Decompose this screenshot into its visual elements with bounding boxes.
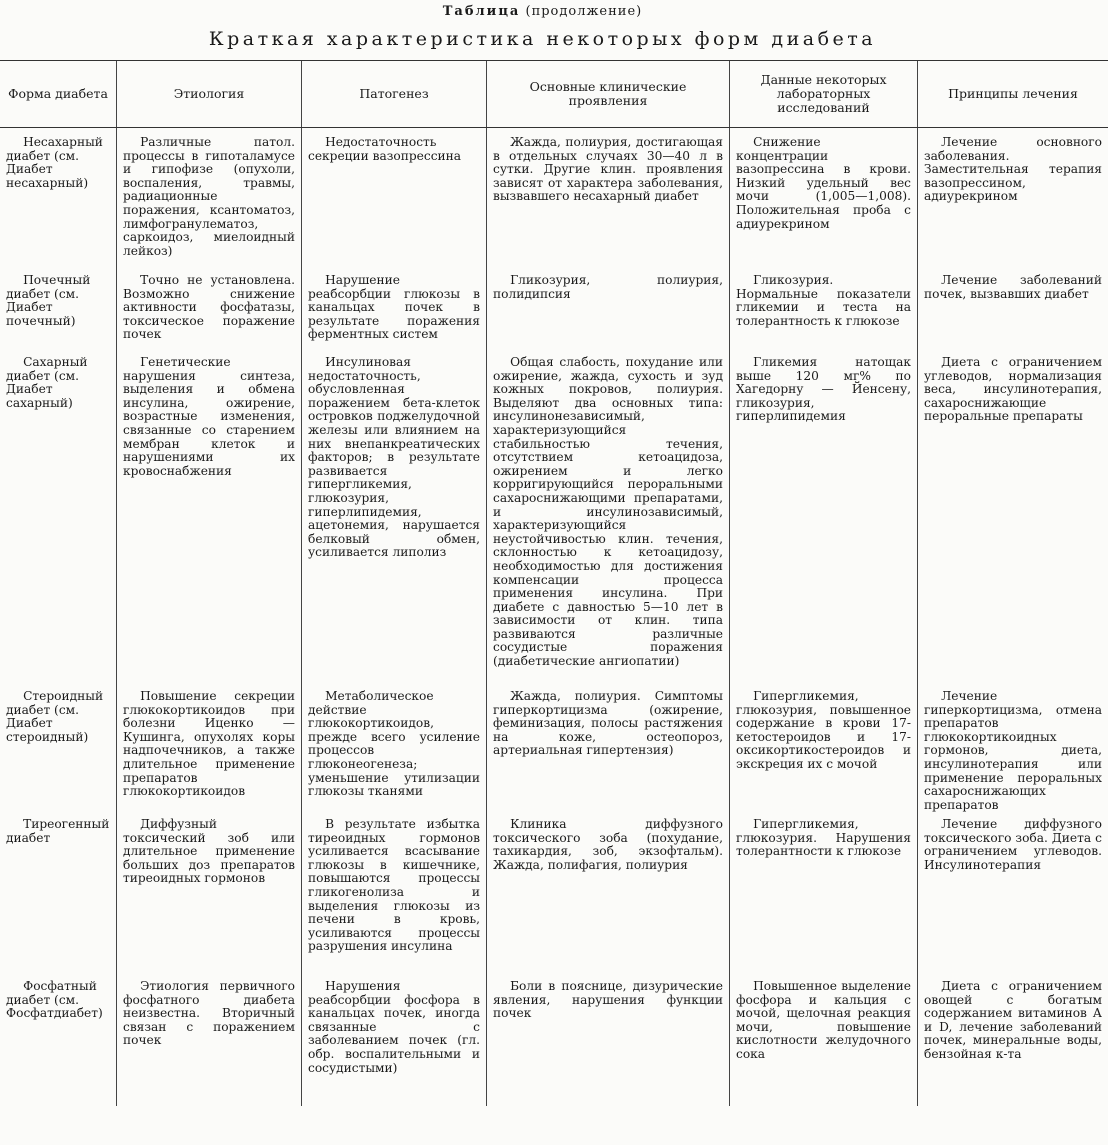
treatment-text: Лечение основного заболевания. Заместительная терапия вазопрессином, адиурекрином — [924, 135, 1102, 204]
treatment-cell — [918, 354, 1108, 688]
table-row — [0, 688, 1108, 816]
form-text: Несахарный диабет (см. Диабет несахарный) — [6, 135, 103, 190]
pathogenesis-text: Недостаточность секреции вазопрессина — [308, 135, 462, 163]
form-cell — [0, 128, 117, 273]
table-row — [0, 816, 1108, 978]
etiology-text: Этиология первичного фосфатного диабета неизвестна. Вторичный связан с поражением почек — [123, 979, 295, 1048]
lab-cell — [730, 272, 918, 354]
pathogenesis-text: Нарушения реабсорбции фосфора в канальцах почек, иногда связанные с заболеванием почек (гл. обр. воспалительными и сосудистыми) — [308, 979, 480, 1075]
lab-text: Гипергликемия, глюкозурия, повышенное содержание в крови 17-кетостероидов и 17-оксикортикостероидов и экскреция их с мочой — [736, 689, 911, 771]
clinical-text: Гликозурия, полиурия, полидипсия — [493, 273, 723, 301]
clinical-cell — [487, 688, 730, 816]
col-header-treatment: Принципы лечения — [918, 61, 1108, 128]
form-cell — [0, 688, 117, 816]
lab-cell — [730, 978, 918, 1106]
lab-cell — [730, 816, 918, 978]
header-row — [0, 61, 1108, 128]
continuation-note: (продолжение) — [525, 4, 643, 19]
lab-cell — [730, 128, 918, 273]
diabetes-forms-table — [0, 60, 1108, 1106]
form-text: Тиреогенный диабет — [6, 817, 110, 845]
etiology-text: Генетические нарушения синтеза, выделения и обмена инсулина, ожирение, возрастные изменения, связанные со старением мембран клеток и нарушениями их кровоснабжения — [123, 355, 295, 478]
clinical-cell — [487, 816, 730, 978]
treatment-text: Лечение заболеваний почек, вызвавших диабет — [924, 273, 1102, 301]
form-text: Сахарный диабет (см. Диабет сахарный) — [6, 355, 88, 410]
form-cell — [0, 354, 117, 688]
pathogenesis-cell — [302, 816, 487, 978]
etiology-cell — [117, 688, 302, 816]
col-header-form: Форма диабета — [0, 61, 117, 128]
form-cell — [0, 978, 117, 1106]
treatment-text: Лечение гиперкортицизма, отмена препаратов глюкокортикоидных гормонов, диета, инсулинотерапия или применение пероральных сахароснижающих препаратов — [924, 689, 1102, 812]
clinical-text: Жажда, полиурия. Симптомы гиперкортицизма (ожирение, феминизация, полосы растяжения на коже, остеопороз, артериальная гипертензия) — [493, 689, 723, 758]
clinical-cell — [487, 128, 730, 273]
treatment-text: Лечение диффузного токсического зоба. Диета с ограничением углеводов. Инсулинотерапия — [924, 817, 1102, 872]
clinical-text: Боли в пояснице, дизурические явления, нарушения функции почек — [493, 979, 723, 1021]
lab-cell — [730, 354, 918, 688]
treatment-cell — [918, 688, 1108, 816]
pathogenesis-cell — [302, 978, 487, 1106]
col-header-lab: Данные некоторых лабораторных исследований — [730, 61, 918, 128]
etiology-cell — [117, 816, 302, 978]
pathogenesis-cell — [302, 688, 487, 816]
form-cell — [0, 272, 117, 354]
table-row — [0, 354, 1108, 688]
clinical-text: Общая слабость, похудание или ожирение, жажда, сухость и зуд кожных покровов, полиурия. Выделяют два основных типа: инсулинонезависимый, характеризующийся стабильностью течения, отсутствием кетоацидоза, ожирением и легко корригирующийся пероральными сахароснижающими препаратами, и инсулинозависимый, характеризующийся неустойчивостью клин. течения, склонностью к кетоацидозу, необходимостью для достижения компенсации процесса применения инсулина. При диабете с давностью 5—10 лет в зависимости от клин. типа развиваются различные сосудистые поражения (диабетические ангиопатии) — [493, 355, 723, 669]
treatment-cell — [918, 272, 1108, 354]
pathogenesis-text: Нарушение реабсорбции глюкозы в канальцах почек в результате поражения ферментных систем — [308, 273, 480, 342]
clinical-text: Клиника диффузного токсического зоба (похудание, тахикардия, зоб, экзофтальм). Жажда, полифагия, полиурия — [493, 817, 723, 872]
treatment-cell — [918, 978, 1108, 1106]
clinical-text: Жажда, полиурия, достигающая в отдельных случаях 30—40 л в сутки. Другие клин. проявления зависят от характера заболевания, вызвавшего несахарный диабет — [493, 135, 723, 204]
lab-text: Гликозурия. Нормальные показатели гликемии и теста на толерантность к глюкозе — [736, 273, 911, 328]
clinical-cell — [487, 978, 730, 1106]
treatment-text: Диета с ограничением углеводов, нормализация веса, инсулинотерапия, сахароснижающие пероральные препараты — [924, 355, 1102, 424]
pathogenesis-cell — [302, 354, 487, 688]
treatment-text: Диета с ограничением овощей с богатым содержанием витаминов А и D, лечение заболеваний почек, минеральные воды, бензойная к-та — [924, 979, 1102, 1061]
etiology-cell — [117, 978, 302, 1106]
table-label: Таблица — [442, 4, 521, 19]
lab-text: Гипергликемия, глюкозурия. Нарушения толерантности к глюкозе — [736, 817, 911, 859]
lab-text: Снижение концентрации вазопрессина в крови. Низкий удельный вес мочи (1,005—1,008). Положительная проба с адиурекрином — [736, 135, 911, 231]
etiology-cell — [117, 272, 302, 354]
table-title: Краткая характеристика некоторых форм диабета — [208, 28, 877, 50]
treatment-cell — [918, 128, 1108, 273]
lab-text: Гликемия натощак выше 120 мг% по Хагедорну — Йенсену, гликозурия, гиперлипидемия — [736, 355, 911, 424]
pathogenesis-cell — [302, 128, 487, 273]
etiology-text: Диффузный токсический зоб или длительное применение больших доз препаратов тиреоидных гормонов — [123, 817, 295, 886]
etiology-cell — [117, 128, 302, 273]
etiology-text: Различные патол. процессы в гипоталамусе и гипофизе (опухоли, воспаления, травмы, радиационные поражения, ксантоматоз, лимфогранулематоз, саркоидоз, миелоидный лейкоз) — [123, 135, 295, 258]
clinical-cell — [487, 272, 730, 354]
treatment-cell — [918, 816, 1108, 978]
lab-cell — [730, 688, 918, 816]
etiology-cell — [117, 354, 302, 688]
table-row — [0, 978, 1108, 1106]
col-header-pathogenesis: Патогенез — [302, 61, 487, 128]
form-text: Стероидный диабет (см. Диабет стероидный) — [6, 689, 104, 744]
lab-text: Повышенное выделение фосфора и кальция с мочой, щелочная реакция мочи, повышение кислотности желудочного сока — [736, 979, 911, 1061]
form-text: Почечный диабет (см. Диабет почечный) — [6, 273, 91, 328]
form-cell — [0, 816, 117, 978]
col-header-clinical: Основные клинические проявления — [487, 61, 730, 128]
col-header-etiology: Этиология — [117, 61, 302, 128]
clinical-cell — [487, 354, 730, 688]
pathogenesis-cell — [302, 272, 487, 354]
pathogenesis-text: Инсулиновая недостаточность, обусловленная поражением бета-клеток островков поджелудочной железы или влиянием на них внепанкреатических факторов; в результате развивается гипергликемия, глюкозурия, гиперлипидемия, ацетонемия, нарушается белковый обмен, усиливается липолиз — [308, 355, 480, 560]
etiology-text: Повышение секреции глюкокортикоидов при болезни Иценко — Кушинга, опухолях коры надпочечников, а также длительное применение препаратов глюкокортикоидов — [123, 689, 295, 799]
table-caption — [0, 0, 1085, 22]
form-text: Фосфатный диабет (см. Фосфатдиабет) — [6, 979, 103, 1021]
pathogenesis-text: Метаболическое действие глюкокортикоидов, прежде всего усиление процессов глюконеогенеза; уменьшение утилизации глюкозы тканями — [308, 689, 480, 799]
pathogenesis-text: В результате избытка тиреоидных гормонов усиливается всасывание глюкозы в кишечнике, повышаются процессы гликогенолиза и выделения глюкозы из печени в кровь, усиливаются процессы разрушения инсулина — [308, 817, 480, 954]
table-row — [0, 272, 1108, 354]
table-row — [0, 128, 1108, 273]
etiology-text: Точно не установлена. Возможно снижение активности фосфатазы, токсическое поражение почек — [123, 273, 295, 342]
